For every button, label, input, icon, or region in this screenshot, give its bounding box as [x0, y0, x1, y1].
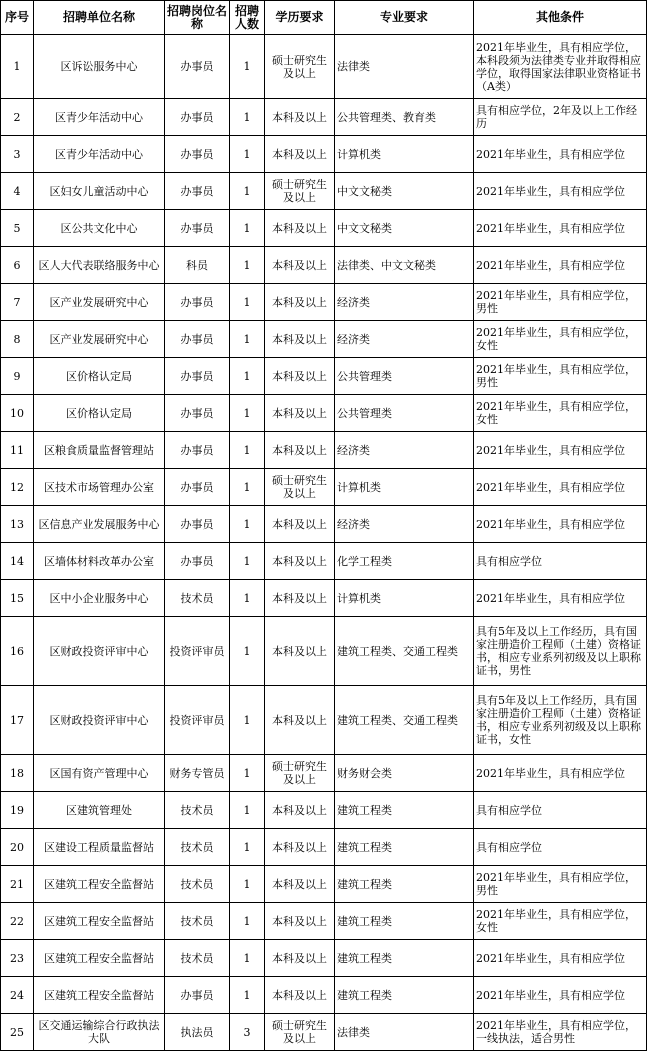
cell-count: 1: [230, 395, 265, 432]
cell-conditions: 2021年毕业生，具有相应学位: [474, 469, 647, 506]
cell-major: 公共管理类、教育类: [335, 99, 474, 136]
cell-education: 本科及以上: [265, 210, 335, 247]
cell-conditions: 具有相应学位: [474, 543, 647, 580]
header-count: 招聘人数: [230, 1, 265, 35]
cell-seq: 10: [1, 395, 34, 432]
table-row: [1, 792, 647, 829]
cell-major: 法律类: [335, 35, 474, 99]
cell-seq: 12: [1, 469, 34, 506]
cell-position: 办事员: [165, 469, 230, 506]
table-row: [1, 829, 647, 866]
cell-conditions: 2021年毕业生，具有相应学位: [474, 173, 647, 210]
table-row: [1, 755, 647, 792]
cell-position: 执法员: [165, 1014, 230, 1051]
cell-conditions: 2021年毕业生，具有相应学位，女性: [474, 395, 647, 432]
cell-conditions: 2021年毕业生，具有相应学位: [474, 506, 647, 543]
cell-count: 1: [230, 903, 265, 940]
cell-seq: 6: [1, 247, 34, 284]
cell-seq: 9: [1, 358, 34, 395]
cell-count: 1: [230, 247, 265, 284]
cell-major: 建筑工程类: [335, 866, 474, 903]
table-row: [1, 210, 647, 247]
cell-unit-name: 区中小企业服务中心: [34, 580, 165, 617]
cell-position: 办事员: [165, 432, 230, 469]
cell-major: 财务财会类: [335, 755, 474, 792]
cell-conditions: 2021年毕业生，具有相应学位，男性: [474, 866, 647, 903]
cell-unit-name: 区墙体材料改革办公室: [34, 543, 165, 580]
cell-conditions: 2021年毕业生，具有相应学位: [474, 940, 647, 977]
cell-unit-name: 区妇女儿童活动中心: [34, 173, 165, 210]
cell-count: 1: [230, 866, 265, 903]
cell-count: 1: [230, 136, 265, 173]
cell-education: 本科及以上: [265, 792, 335, 829]
cell-seq: 3: [1, 136, 34, 173]
cell-position: 办事员: [165, 35, 230, 99]
cell-seq: 23: [1, 940, 34, 977]
cell-unit-name: 区信息产业发展服务中心: [34, 506, 165, 543]
cell-major: 建筑工程类: [335, 792, 474, 829]
cell-education: 本科及以上: [265, 136, 335, 173]
cell-count: 1: [230, 469, 265, 506]
cell-education: 硕士研究生及以上: [265, 1014, 335, 1051]
cell-count: 1: [230, 358, 265, 395]
cell-education: 本科及以上: [265, 940, 335, 977]
cell-conditions: 2021年毕业生，具有相应学位: [474, 210, 647, 247]
cell-major: 计算机类: [335, 580, 474, 617]
cell-unit-name: 区国有资产管理中心: [34, 755, 165, 792]
cell-seq: 13: [1, 506, 34, 543]
cell-unit-name: 区产业发展研究中心: [34, 284, 165, 321]
cell-education: 本科及以上: [265, 829, 335, 866]
cell-seq: 22: [1, 903, 34, 940]
cell-position: 技术员: [165, 580, 230, 617]
cell-conditions: 2021年毕业生，具有相应学位，一线执法，适合男性: [474, 1014, 647, 1051]
cell-count: 1: [230, 580, 265, 617]
cell-count: 1: [230, 284, 265, 321]
cell-seq: 2: [1, 99, 34, 136]
header-conditions: 其他条件: [474, 1, 647, 35]
cell-seq: 15: [1, 580, 34, 617]
cell-education: 本科及以上: [265, 543, 335, 580]
cell-count: 1: [230, 977, 265, 1014]
table-row: [1, 866, 647, 903]
table-row: [1, 506, 647, 543]
cell-position: 科员: [165, 247, 230, 284]
cell-unit-name: 区诉讼服务中心: [34, 35, 165, 99]
cell-unit-name: 区青少年活动中心: [34, 99, 165, 136]
cell-count: 1: [230, 940, 265, 977]
table-row: [1, 580, 647, 617]
cell-seq: 20: [1, 829, 34, 866]
cell-education: 本科及以上: [265, 321, 335, 358]
cell-position: 投资评审员: [165, 617, 230, 686]
table-row: [1, 247, 647, 284]
cell-major: 经济类: [335, 432, 474, 469]
cell-unit-name: 区人大代表联络服务中心: [34, 247, 165, 284]
table-row: [1, 173, 647, 210]
table-row: [1, 940, 647, 977]
cell-count: 1: [230, 755, 265, 792]
cell-conditions: 具有相应学位，2年及以上工作经历: [474, 99, 647, 136]
cell-major: 经济类: [335, 284, 474, 321]
table-row: [1, 358, 647, 395]
table-row: [1, 136, 647, 173]
cell-major: 中文文秘类: [335, 173, 474, 210]
cell-major: 经济类: [335, 321, 474, 358]
table-row: [1, 543, 647, 580]
cell-education: 本科及以上: [265, 247, 335, 284]
cell-position: 技术员: [165, 792, 230, 829]
cell-position: 技术员: [165, 829, 230, 866]
cell-count: 1: [230, 829, 265, 866]
cell-conditions: 具有相应学位: [474, 792, 647, 829]
header-education: 学历要求: [265, 1, 335, 35]
cell-position: 投资评审员: [165, 686, 230, 755]
header-seq: 序号: [1, 1, 34, 35]
table-row: [1, 617, 647, 686]
cell-major: 经济类: [335, 506, 474, 543]
cell-seq: 16: [1, 617, 34, 686]
cell-seq: 1: [1, 35, 34, 99]
cell-major: 建筑工程类、交通工程类: [335, 617, 474, 686]
cell-unit-name: 区交通运输综合行政执法大队: [34, 1014, 165, 1051]
cell-seq: 18: [1, 755, 34, 792]
header-row: [1, 1, 647, 35]
table-row: [1, 1014, 647, 1051]
cell-count: 1: [230, 210, 265, 247]
cell-major: 法律类、中文文秘类: [335, 247, 474, 284]
cell-unit-name: 区财政投资评审中心: [34, 617, 165, 686]
cell-conditions: 2021年毕业生，具有相应学位: [474, 136, 647, 173]
table-row: [1, 395, 647, 432]
cell-unit-name: 区建筑管理处: [34, 792, 165, 829]
cell-position: 办事员: [165, 321, 230, 358]
cell-education: 本科及以上: [265, 284, 335, 321]
cell-unit-name: 区建筑工程安全监督站: [34, 903, 165, 940]
cell-education: 本科及以上: [265, 432, 335, 469]
cell-unit-name: 区建筑工程安全监督站: [34, 977, 165, 1014]
table-row: [1, 977, 647, 1014]
cell-count: 3: [230, 1014, 265, 1051]
cell-education: 硕士研究生及以上: [265, 35, 335, 99]
cell-position: 财务专管员: [165, 755, 230, 792]
cell-education: 本科及以上: [265, 977, 335, 1014]
cell-position: 技术员: [165, 940, 230, 977]
cell-education: 本科及以上: [265, 395, 335, 432]
cell-conditions: 2021年毕业生，具有相应学位，女性: [474, 321, 647, 358]
cell-conditions: 2021年毕业生，具有相应学位: [474, 977, 647, 1014]
cell-major: 建筑工程类: [335, 829, 474, 866]
cell-education: 本科及以上: [265, 686, 335, 755]
cell-position: 办事员: [165, 395, 230, 432]
header-major: 专业要求: [335, 1, 474, 35]
cell-seq: 21: [1, 866, 34, 903]
cell-major: 计算机类: [335, 469, 474, 506]
cell-position: 办事员: [165, 977, 230, 1014]
cell-unit-name: 区建设工程质量监督站: [34, 829, 165, 866]
cell-position: 办事员: [165, 358, 230, 395]
cell-major: 法律类: [335, 1014, 474, 1051]
cell-seq: 5: [1, 210, 34, 247]
cell-major: 计算机类: [335, 136, 474, 173]
cell-count: 1: [230, 543, 265, 580]
table-row: [1, 35, 647, 99]
cell-major: 建筑工程类、交通工程类: [335, 686, 474, 755]
cell-position: 技术员: [165, 903, 230, 940]
cell-education: 本科及以上: [265, 903, 335, 940]
cell-conditions: 2021年毕业生，具有相应学位，本科段须为法律类专业并取得相应学位，取得国家法律职业资格证书（A类）: [474, 35, 647, 99]
cell-unit-name: 区财政投资评审中心: [34, 686, 165, 755]
cell-education: 硕士研究生及以上: [265, 755, 335, 792]
cell-major: 建筑工程类: [335, 977, 474, 1014]
cell-major: 公共管理类: [335, 395, 474, 432]
cell-conditions: 2021年毕业生，具有相应学位: [474, 432, 647, 469]
table-row: [1, 686, 647, 755]
cell-unit-name: 区建筑工程安全监督站: [34, 940, 165, 977]
table-row: [1, 432, 647, 469]
cell-major: 中文文秘类: [335, 210, 474, 247]
cell-unit-name: 区建筑工程安全监督站: [34, 866, 165, 903]
cell-seq: 8: [1, 321, 34, 358]
cell-education: 本科及以上: [265, 866, 335, 903]
cell-conditions: 具有相应学位: [474, 829, 647, 866]
cell-education: 硕士研究生及以上: [265, 173, 335, 210]
cell-unit-name: 区粮食质量监督管理站: [34, 432, 165, 469]
cell-unit-name: 区价格认定局: [34, 358, 165, 395]
header-unit: 招聘单位名称: [34, 1, 165, 35]
cell-position: 技术员: [165, 866, 230, 903]
cell-seq: 17: [1, 686, 34, 755]
cell-conditions: 2021年毕业生，具有相应学位，男性: [474, 358, 647, 395]
cell-seq: 19: [1, 792, 34, 829]
cell-position: 办事员: [165, 210, 230, 247]
header-position: 招聘岗位名称: [165, 1, 230, 35]
table-row: [1, 284, 647, 321]
cell-major: 建筑工程类: [335, 940, 474, 977]
cell-seq: 14: [1, 543, 34, 580]
cell-unit-name: 区青少年活动中心: [34, 136, 165, 173]
cell-position: 办事员: [165, 173, 230, 210]
cell-unit-name: 区技术市场管理办公室: [34, 469, 165, 506]
cell-count: 1: [230, 506, 265, 543]
cell-seq: 11: [1, 432, 34, 469]
cell-position: 办事员: [165, 136, 230, 173]
cell-count: 1: [230, 686, 265, 755]
cell-count: 1: [230, 173, 265, 210]
cell-count: 1: [230, 432, 265, 469]
cell-major: 化学工程类: [335, 543, 474, 580]
cell-major: 公共管理类: [335, 358, 474, 395]
cell-count: 1: [230, 792, 265, 829]
cell-conditions: 具有5年及以上工作经历，具有国家注册造价工程师（土建）资格证书，相应专业系列初级及以上职称证书，女性: [474, 686, 647, 755]
table-row: [1, 321, 647, 358]
cell-count: 1: [230, 617, 265, 686]
cell-conditions: 2021年毕业生，具有相应学位: [474, 247, 647, 284]
cell-unit-name: 区产业发展研究中心: [34, 321, 165, 358]
cell-major: 建筑工程类: [335, 903, 474, 940]
cell-education: 本科及以上: [265, 99, 335, 136]
cell-education: 本科及以上: [265, 580, 335, 617]
cell-position: 办事员: [165, 284, 230, 321]
cell-unit-name: 区价格认定局: [34, 395, 165, 432]
cell-education: 硕士研究生及以上: [265, 469, 335, 506]
cell-position: 办事员: [165, 99, 230, 136]
cell-conditions: 2021年毕业生，具有相应学位: [474, 755, 647, 792]
cell-count: 1: [230, 99, 265, 136]
table-row: [1, 903, 647, 940]
table-row: [1, 469, 647, 506]
cell-conditions: 具有5年及以上工作经历，具有国家注册造价工程师（土建）资格证书，相应专业系列初级及以上职称证书，男性: [474, 617, 647, 686]
cell-seq: 25: [1, 1014, 34, 1051]
cell-seq: 7: [1, 284, 34, 321]
cell-unit-name: 区公共文化中心: [34, 210, 165, 247]
table-row: [1, 99, 647, 136]
cell-education: 本科及以上: [265, 506, 335, 543]
cell-count: 1: [230, 35, 265, 99]
cell-conditions: 2021年毕业生，具有相应学位，女性: [474, 903, 647, 940]
cell-seq: 4: [1, 173, 34, 210]
cell-position: 办事员: [165, 506, 230, 543]
cell-conditions: 2021年毕业生，具有相应学位，男性: [474, 284, 647, 321]
cell-count: 1: [230, 321, 265, 358]
cell-education: 本科及以上: [265, 358, 335, 395]
cell-position: 办事员: [165, 543, 230, 580]
cell-education: 本科及以上: [265, 617, 335, 686]
cell-conditions: 2021年毕业生，具有相应学位: [474, 580, 647, 617]
cell-seq: 24: [1, 977, 34, 1014]
